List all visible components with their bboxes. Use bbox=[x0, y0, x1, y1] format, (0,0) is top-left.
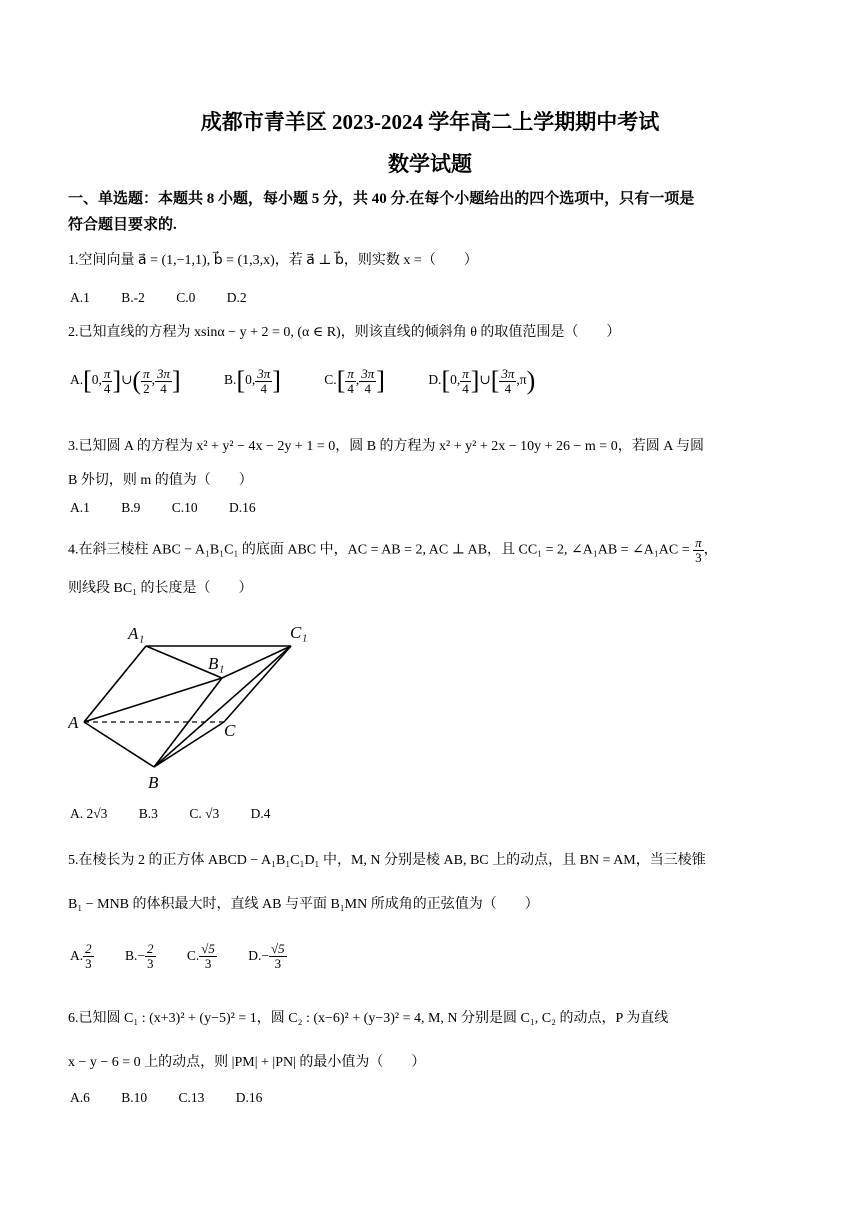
q1-option-b: B.-2 bbox=[121, 290, 145, 305]
q6-option-a: A.6 bbox=[70, 1090, 90, 1105]
question-4-line1: 4.在斜三棱柱 ABC − A₁B₁C₁ 的底面 ABC 中，AC = AB = 2, AC ⊥ AB，且 CC₁ = 2, ∠A₁AB = ∠A₁AC = $\frac{\pi}{3}$ ， bbox=[68, 535, 718, 565]
q1-option-c: C.0 bbox=[176, 290, 196, 305]
question-6-options bbox=[70, 1090, 290, 1106]
q5-option-d: D.− $\frac{√5}{3}$ bbox=[248, 941, 285, 971]
q4-pi-over-3: $\frac{\pi}{3}$ bbox=[695, 535, 702, 565]
q5-option-b: B.− $\frac{2}{3}$ bbox=[125, 941, 154, 971]
q1-option-a: A.1 bbox=[70, 290, 90, 305]
label-b: B bbox=[148, 773, 159, 792]
q6-option-b: B.10 bbox=[121, 1090, 148, 1105]
label-a1: A₁ bbox=[128, 624, 145, 643]
exam-title: 成都市青羊区 2023-2024 学年高二上学期期中考试 bbox=[200, 110, 660, 134]
q3-option-d: D.16 bbox=[229, 500, 256, 515]
question-1-options bbox=[70, 290, 275, 306]
section-heading-line2: 符合题目要求的. bbox=[68, 217, 177, 233]
label-c: C bbox=[224, 721, 236, 740]
question-3-options bbox=[70, 500, 284, 516]
question-5-options bbox=[70, 942, 287, 971]
q5-option-c: C. $\frac{√5}{3}$ bbox=[186, 941, 215, 971]
question-1-text: 1.空间向量 a⃗ = (1,−1,1), b⃗ = (1,3,x)，若 a⃗ ⊥ b⃗，则实数 x =（ ） bbox=[68, 253, 478, 268]
q2-option-a: A.[0, $\frac{\pi}{4}$ ]∪( $\frac{\pi}{2}$ , $\frac{3\pi}{4}$ ] bbox=[70, 365, 181, 396]
q4-option-b: B.3 bbox=[138, 806, 158, 821]
q2-option-c: C.[ $\frac{\pi}{4}$ , $\frac{3\pi}{4}$ ] bbox=[324, 365, 385, 396]
question-4-options bbox=[70, 806, 298, 822]
label-c1: C₁ bbox=[290, 623, 308, 642]
q6-option-d: D.16 bbox=[235, 1090, 263, 1105]
q2-option-d: D.[0, $\frac{\pi}{4}$ ]∪[ $\frac{3\pi}{4}$ ,π) bbox=[428, 365, 536, 396]
question-5-line1: 5.在棱长为 2 的正方体 ABCD − A₁B₁C₁D₁ 中，M, N 分别是棱 AB, BC 上的动点，且 BN = AM，当三棱锥 bbox=[68, 853, 706, 868]
q1-option-d: D.2 bbox=[226, 290, 247, 305]
label-b1: B₁ bbox=[208, 654, 225, 673]
q3-option-a: A.1 bbox=[70, 500, 90, 515]
section-heading-line1: 一、单选题：本题共 8 小题，每小题 5 分，共 40 分.在每个小题给出的四个选项中，只有一项是 bbox=[68, 191, 695, 207]
question-3-line1: 3.已知圆 A 的方程为 x² + y² − 4x − 2y + 1 = 0，圆 B 的方程为 x² + y² + 2x − 10y + 26 − m = 0，若圆 A 与圆 bbox=[68, 439, 705, 454]
q4-option-a: A. 2√3 bbox=[70, 806, 108, 821]
q4-option-d: D.4 bbox=[250, 806, 271, 821]
q5-option-a: A. $\frac{2}{3}$ bbox=[70, 941, 92, 971]
question-4-line2: 则线段 BC₁ 的长度是（ ） bbox=[68, 581, 253, 596]
label-a: A bbox=[68, 713, 79, 732]
q2-option-b: B.[0, $\frac{3\pi}{4}$ ] bbox=[224, 365, 281, 396]
prism-figure bbox=[68, 614, 328, 794]
question-3-line2: B 外切，则 m 的值为（ ） bbox=[68, 473, 253, 488]
q6-option-c: C.13 bbox=[178, 1090, 205, 1105]
q3-option-c: C.10 bbox=[171, 500, 198, 515]
exam-subtitle: 数学试题 bbox=[388, 152, 472, 176]
question-2-options bbox=[70, 366, 535, 396]
question-5-line2: B₁ − MNB 的体积最大时，直线 AB 与平面 B₁MN 所成角的正弦值为（ ） bbox=[68, 897, 539, 912]
question-6-line2: x − y − 6 = 0 上的动点，则 |PM| + |PN| 的最小值为（ ） bbox=[68, 1055, 426, 1070]
question-2-text: 2.已知直线的方程为 xsinα − y + 2 = 0, (α ∈ R)，则该直线的倾斜角 θ 的取值范围是（ ） bbox=[68, 325, 621, 340]
q3-option-b: B.9 bbox=[121, 500, 141, 515]
question-6-line1: 6.已知圆 C₁ : (x+3)² + (y−5)² = 1，圆 C₂ : (x−6)² + (y−3)² = 4, M, N 分别是圆 C₁, C₂ 的动点，P 为直线 bbox=[68, 1011, 669, 1026]
q4-option-c: C. √3 bbox=[189, 806, 220, 821]
